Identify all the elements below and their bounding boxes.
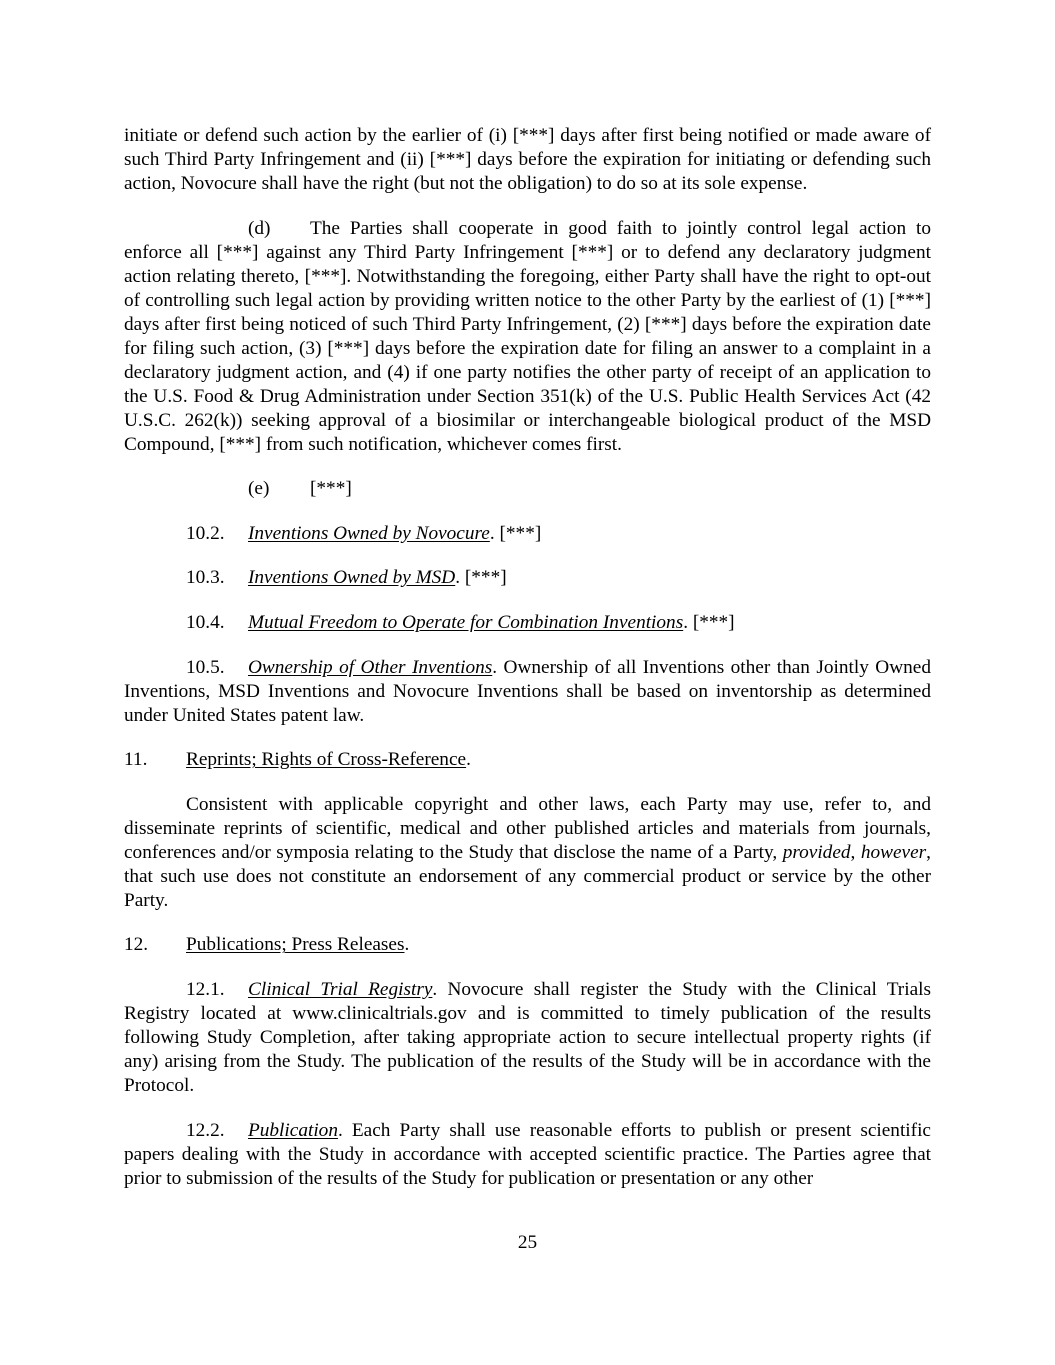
section-text: . Novocure shall register the Study with the Clinical Trials Registry located at www.clinicaltrials.gov and is committed to timely publication of the results following Study Completion, after taking appropriate action to secure intellectual property rights (if any) arising from the Study. The publication of the results of the Study will be in accordance with the Protocol. (124, 978, 932, 1096)
item-label: (d) (248, 217, 271, 239)
section-11-body (124, 793, 931, 913)
section-number: 11. (124, 749, 148, 771)
section-10-5 (124, 656, 931, 728)
section-text: . Each Party shall use reasonable efforts to publish or present scientific papers dealing with the Study in accordance with accepted scientific practice. The Parties agree that prior to submission of the results of the Study for publication or presentation or any other (124, 1119, 931, 1189)
section-number: 10.2. (186, 522, 225, 544)
section-text: . [***] (683, 611, 735, 633)
section-10-3 (124, 566, 931, 590)
section-number: 12.2. (186, 1119, 225, 1141)
punctuation: . (404, 934, 410, 956)
section-title: Ownership of Other Inventions (248, 656, 493, 678)
section-12-2 (124, 1119, 931, 1191)
section-title: Inventions Owned by Novocure (248, 522, 490, 544)
section-12-heading (124, 933, 931, 957)
section-title: Publications; Press Releases (186, 934, 405, 956)
section-number: 10.4. (186, 611, 225, 633)
section-11-heading (124, 748, 931, 772)
punctuation: . (466, 749, 471, 771)
section-text: . [***] (489, 522, 542, 544)
section-12-1 (124, 978, 931, 1098)
paragraph-continuation: initiate or defend such action by the earlier of (i) [***] days after first being notified or made aware of such Third Party Infringement and (ii) [***] days before the expiration for initiating or defending such action, Novocure shall have the right (but not the obligation) to do so at its sole expense. (124, 125, 931, 194)
document-page (124, 124, 932, 1253)
section-text: . Ownership of all Inventions other than Jointly Owned Inventions, MSD Inventions and Novocure Inventions shall be based on inventorship as determined under United States patent law. (124, 656, 931, 726)
section-title: Inventions Owned by MSD (248, 567, 456, 589)
emphasis-however: however (860, 841, 927, 863)
page-number: 25 (517, 1232, 538, 1253)
paragraph-text: The Parties shall cooperate in good faith to jointly control legal action to enforce all [***] against any Third Party Infringement [***] or to defend any declaratory judgment action relating thereto, [***]. Notwithstanding the foregoing, either Party shall have the right to opt-out of controlling such legal action by providing written notice to the other Party by the earliest of (1) [***] days after first being noticed of such Third Party Infringement, (2) [***] days before the expiration date for filing such action, (3) [***] days before the expiration date for filing an answer to a complaint in a declaratory judgment action, and (4) if one party notifies the other party of receipt of an application to the U.S. Food & Drug Administration under Section 351(k) of the U.S. Public Health Services Act (42 U.S.C. 262(k)) seeking approval of a biosimilar or interchangeable biological product of the MSD Compound, [***] from such notification, whichever comes first. (124, 217, 931, 455)
section-number: 12. (124, 934, 149, 956)
section-title: Mutual Freedom to Operate for Combination Inventions (248, 611, 684, 633)
paragraph-text: [***] (310, 478, 352, 500)
paragraph-text: Consistent with applicable copyright and other laws, each Party may use, refer to, and disseminate reprints of scientific, medical and other published articles and materials from journals, conferences and/or symposia relating to the Study that disclose the name of a Party, (124, 793, 931, 863)
emphasis-provided: provided (782, 841, 851, 863)
paragraph-d (124, 217, 931, 457)
section-number: 10.5. (186, 656, 225, 678)
paragraph-e (124, 477, 931, 501)
paragraph-text: , that such use does not constitute an endorsement of any commercial product or service by the other Party. (124, 841, 931, 911)
section-10-2 (124, 522, 931, 546)
section-title: Publication (248, 1119, 338, 1141)
section-text: . [***] (455, 567, 507, 589)
section-10-4 (124, 611, 931, 635)
section-number: 12.1. (186, 978, 225, 1000)
section-number: 10.3. (186, 567, 225, 589)
punctuation: , (850, 841, 861, 863)
section-title: Clinical Trial Registry (248, 978, 433, 1000)
section-title: Reprints; Rights of Cross-Reference (186, 749, 467, 771)
item-label: (e) (248, 478, 270, 500)
